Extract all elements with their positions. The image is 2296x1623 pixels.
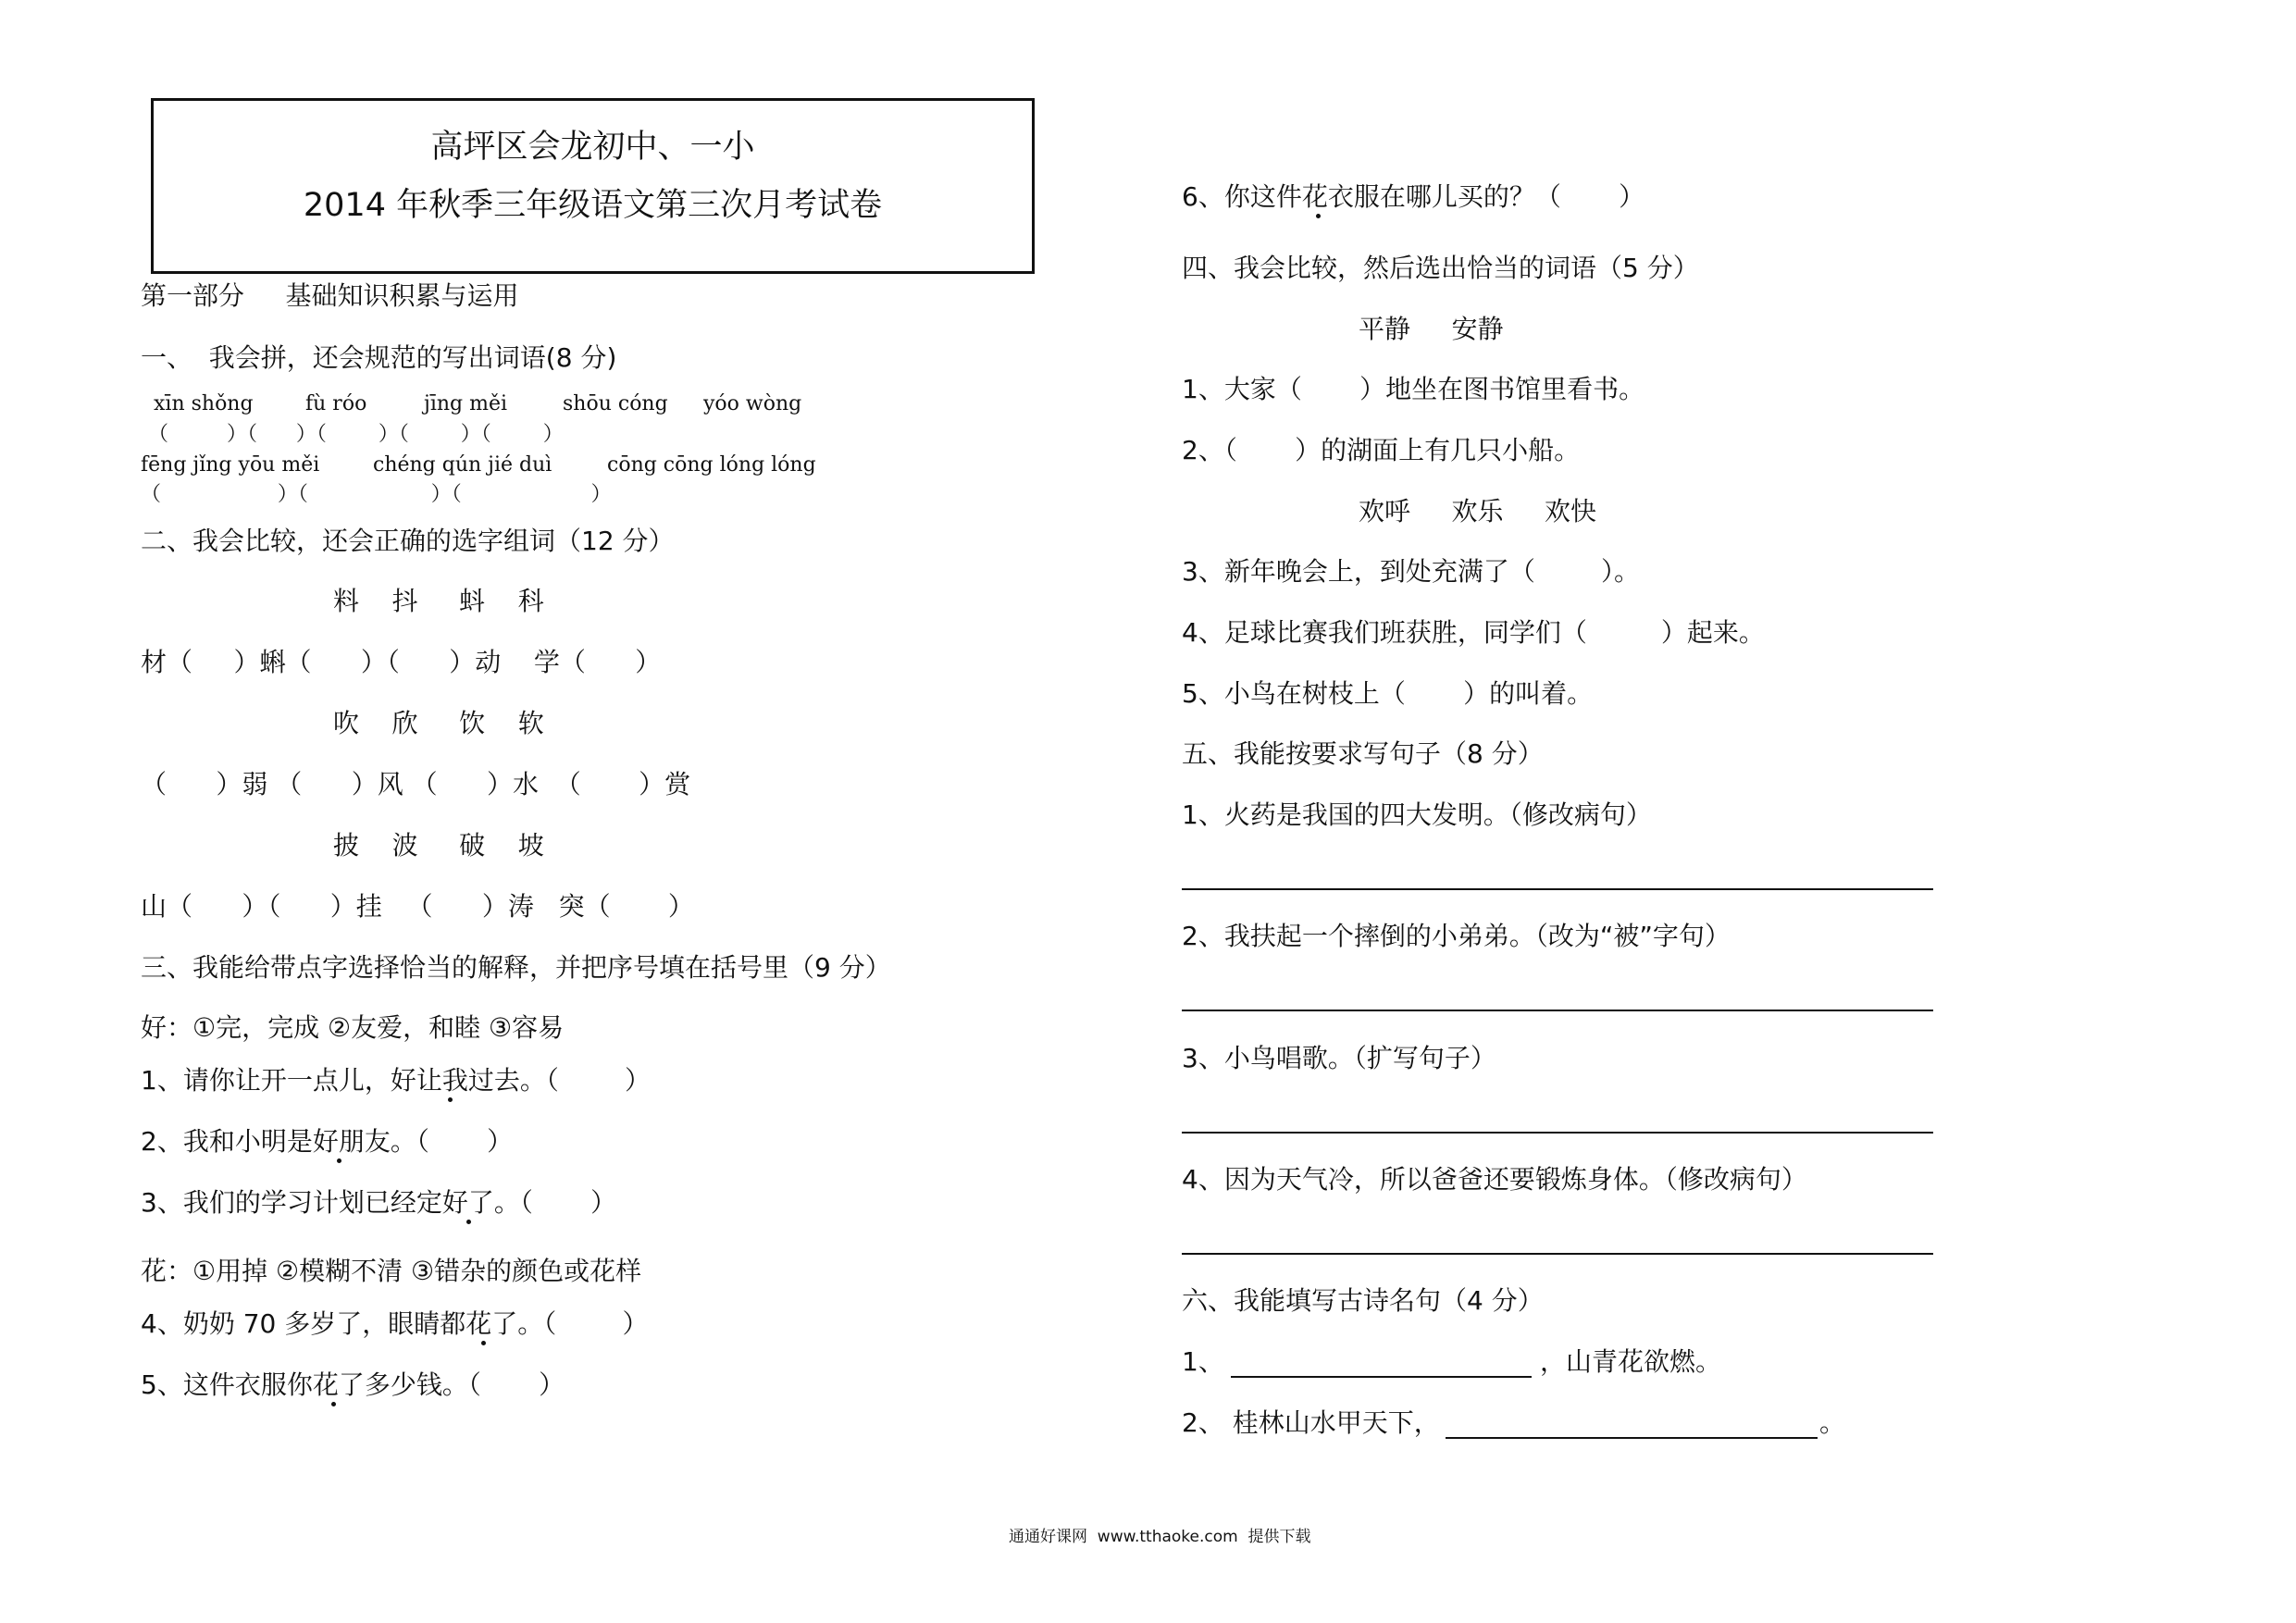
q2-group2-line[interactable]: （ ）弱 （ ）风 （ ）水 （ ）赏	[141, 769, 691, 799]
emphasis-dot	[448, 1097, 453, 1102]
q3-item-6[interactable]: 6、你这件花衣服在哪儿买的？（ ）	[1182, 181, 1645, 212]
q3-hua-definitions: 花：①用掉 ②模糊不清 ③错杂的颜色或花样	[141, 1256, 642, 1286]
q6-item-2-head: 2、 桂林山水甲天下，	[1182, 1407, 1440, 1438]
q2-group1-chars: 料 抖 蚪 科	[333, 586, 544, 616]
q2-group3-chars: 披 波 破 坡	[333, 830, 544, 861]
answer-line-1[interactable]	[1182, 888, 1933, 890]
q5-item-1: 1、火药是我国的四大发明。（修改病句）	[1182, 799, 1652, 830]
q2-group2-chars: 吹 欣 饮 软	[333, 708, 544, 738]
answer-line-3[interactable]	[1182, 1132, 1933, 1134]
q3-item-1[interactable]: 1、请你让开一点儿，好让我过去。（ ）	[141, 1065, 652, 1096]
q4-heading: 四、我会比较，然后选出恰当的词语（5 分）	[1182, 253, 1699, 283]
exam-title: 2014 年秋季三年级语文第三次月考试卷	[303, 187, 883, 224]
pinyin-blanks-row2[interactable]: （ ）（ ）（ ）	[141, 483, 612, 506]
q6-item-1-number: 1、	[1182, 1346, 1224, 1377]
q5-heading: 五、我能按要求写句子（8 分）	[1182, 738, 1544, 769]
q3-item-5[interactable]: 5、这件衣服你花了多少钱。（ ）	[141, 1369, 565, 1400]
pinyin-8: cōng cōng lóng lóng	[607, 453, 816, 477]
q4-item-2[interactable]: 2、（ ）的湖面上有几只小船。	[1182, 435, 1581, 465]
q3-item-2[interactable]: 2、我和小明是好朋友。（ ）	[141, 1126, 514, 1157]
exam-school-title: 高坪区会龙初中、一小	[430, 129, 755, 166]
q5-item-2: 2、我扶起一个摔倒的小弟弟。（改为“被”字句）	[1182, 921, 1731, 951]
q3-heading: 三、我能给带点字选择恰当的解释，并把序号填在括号里（9 分）	[141, 952, 891, 983]
emphasis-dot	[337, 1158, 341, 1163]
q1-heading: 一、 我会拼，还会规范的写出词语(8 分)	[141, 342, 617, 373]
q5-item-3: 3、小鸟唱歌。（扩写句子）	[1182, 1043, 1496, 1073]
q3-hao-definitions: 好：①完，完成 ②友爱，和睦 ③容易	[141, 1012, 565, 1043]
q4-word-options-1: 平静 安静	[1359, 314, 1504, 344]
pinyin-4: shōu cóng	[563, 392, 668, 415]
pinyin-7: chéng qún jié duì	[373, 453, 552, 477]
q4-item-4[interactable]: 4、足球比赛我们班获胜，同学们（ ）起来。	[1182, 617, 1765, 648]
emphasis-dot	[1316, 214, 1321, 218]
pinyin-3: jīng měi	[424, 392, 508, 415]
q4-item-5[interactable]: 5、小鸟在树枝上（ ）的叫着。	[1182, 678, 1594, 709]
q4-word-options-2: 欢呼 欢乐 欢快	[1359, 496, 1597, 527]
q3-item-3[interactable]: 3、我们的学习计划已经定好了。（ ）	[141, 1187, 617, 1218]
poem-blank-1[interactable]	[1231, 1376, 1532, 1378]
q6-heading: 六、我能填写古诗名句（4 分）	[1182, 1285, 1544, 1316]
emphasis-dot	[331, 1402, 336, 1406]
title-box	[151, 98, 1035, 274]
q2-heading: 二、我会比较，还会正确的选字组词（12 分）	[141, 526, 675, 556]
pinyin-5: yóo wòng	[703, 392, 802, 415]
pinyin-6: fēng jǐng yōu měi	[141, 453, 320, 477]
pinyin-blanks-row1[interactable]: （ ）（ ）（ ）（ ）（ ）	[148, 423, 564, 446]
emphasis-dot	[466, 1220, 471, 1224]
q3-item-4[interactable]: 4、奶奶 70 多岁了，眼睛都花了。（ ）	[141, 1308, 649, 1339]
q2-group1-line[interactable]: 材（ ）蝌（ ）（ ）动 学（ ）	[141, 647, 662, 677]
poem-blank-2[interactable]	[1446, 1437, 1818, 1439]
q2-group3-line[interactable]: 山（ ）（ ）挂 （ ）涛 突（ ）	[141, 891, 694, 922]
part-title: 第一部分 基础知识积累与运用	[141, 280, 519, 311]
answer-line-4[interactable]	[1182, 1253, 1933, 1255]
footer-source: 通通好课网 www.tthaoke.com 提供下载	[1009, 1528, 1311, 1546]
q5-item-4: 4、因为天气冷，所以爸爸还要锻炼身体。（修改病句）	[1182, 1164, 1807, 1195]
q6-item-1-tail: ，山青花欲燃。	[1540, 1346, 1722, 1377]
pinyin-1: xīn shǒng	[154, 392, 254, 415]
pinyin-2: fù róo	[305, 392, 367, 415]
q4-item-1[interactable]: 1、大家（ ）地坐在图书馆里看书。	[1182, 374, 1645, 404]
q6-item-2-tail: 。	[1819, 1407, 1846, 1438]
q4-item-3[interactable]: 3、新年晚会上，到处充满了（ ）。	[1182, 556, 1641, 587]
emphasis-dot	[481, 1341, 486, 1345]
answer-line-2[interactable]	[1182, 1010, 1933, 1011]
